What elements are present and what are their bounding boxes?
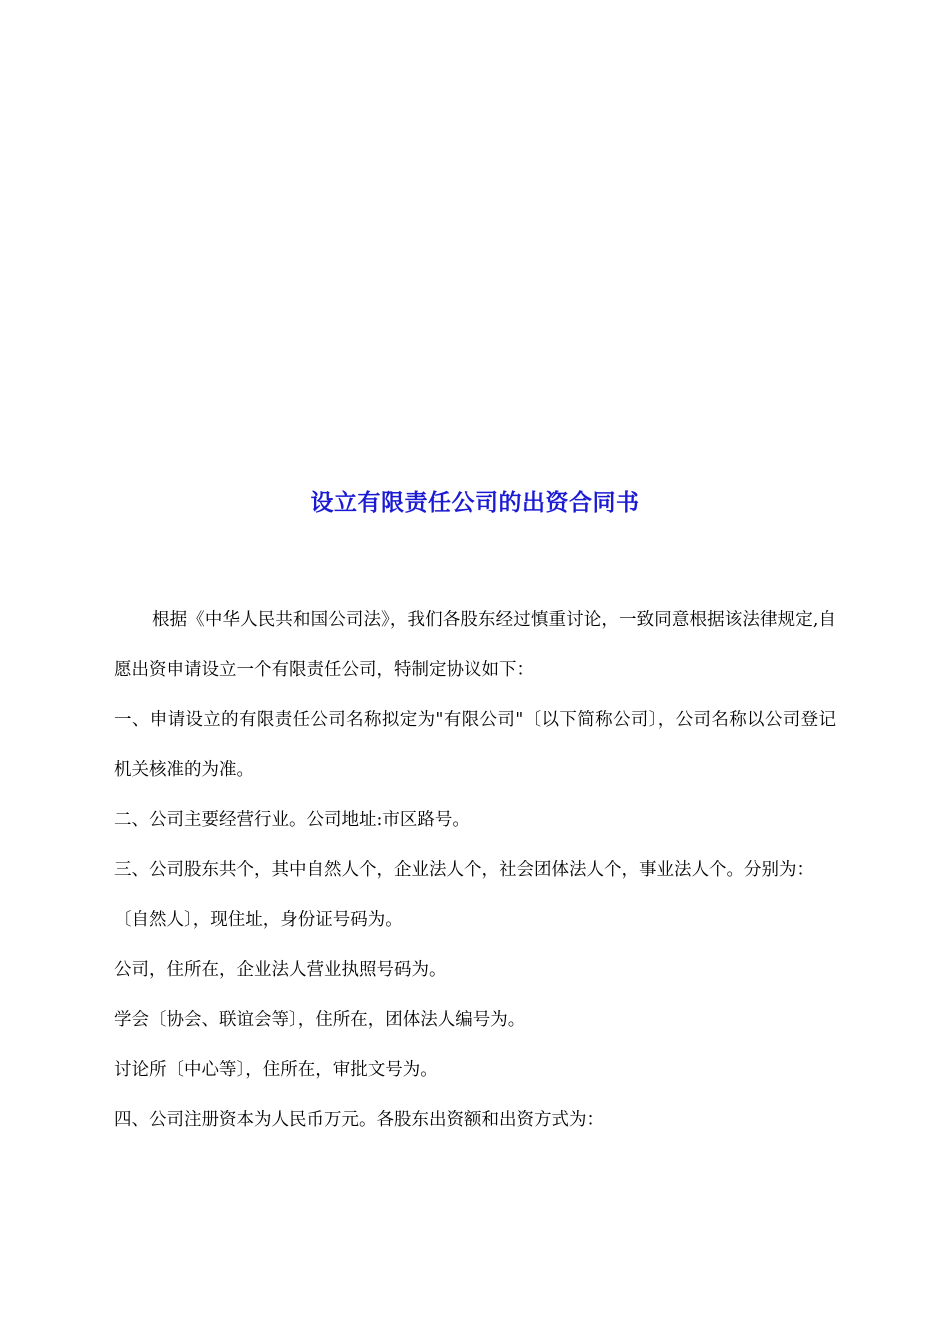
shareholder-company: 公司，住所在，企业法人营业执照号码为。 bbox=[114, 960, 447, 980]
document-title: 设立有限责任公司的出资合同书 bbox=[310, 490, 640, 516]
intro-paragraph: 根据《中华人民共和国公司法》，我们各股东经过慎重讨论，一致同意根据该法律规定,自愿出资申请设立一个有限责任公司，特制定协议如下： bbox=[114, 610, 836, 680]
clause-one: 一、申请设立的有限责任公司名称拟定为"有限公司"〔以下简称公司〕，公司名称以公司登记机关核准的为准。 bbox=[114, 710, 836, 780]
clause-four: 四、公司注册资本为人民币万元。各股东出资额和出资方式为： bbox=[114, 1110, 604, 1130]
shareholder-institute: 讨论所〔中心等〕，住所在，审批文号为。 bbox=[114, 1060, 438, 1080]
clause-three: 三、公司股东共个，其中自然人个，企业法人个，社会团体法人个，事业法人个。分别为： bbox=[114, 860, 814, 880]
document-body bbox=[114, 595, 836, 1145]
shareholder-association: 学会〔协会、联谊会等〕，住所在，团体法人编号为。 bbox=[114, 1010, 526, 1030]
clause-two: 二、公司主要经营行业。公司地址:市区路号。 bbox=[114, 810, 470, 830]
shareholder-natural-person: 〔自然人〕，现住址，身份证号码为。 bbox=[114, 910, 403, 930]
